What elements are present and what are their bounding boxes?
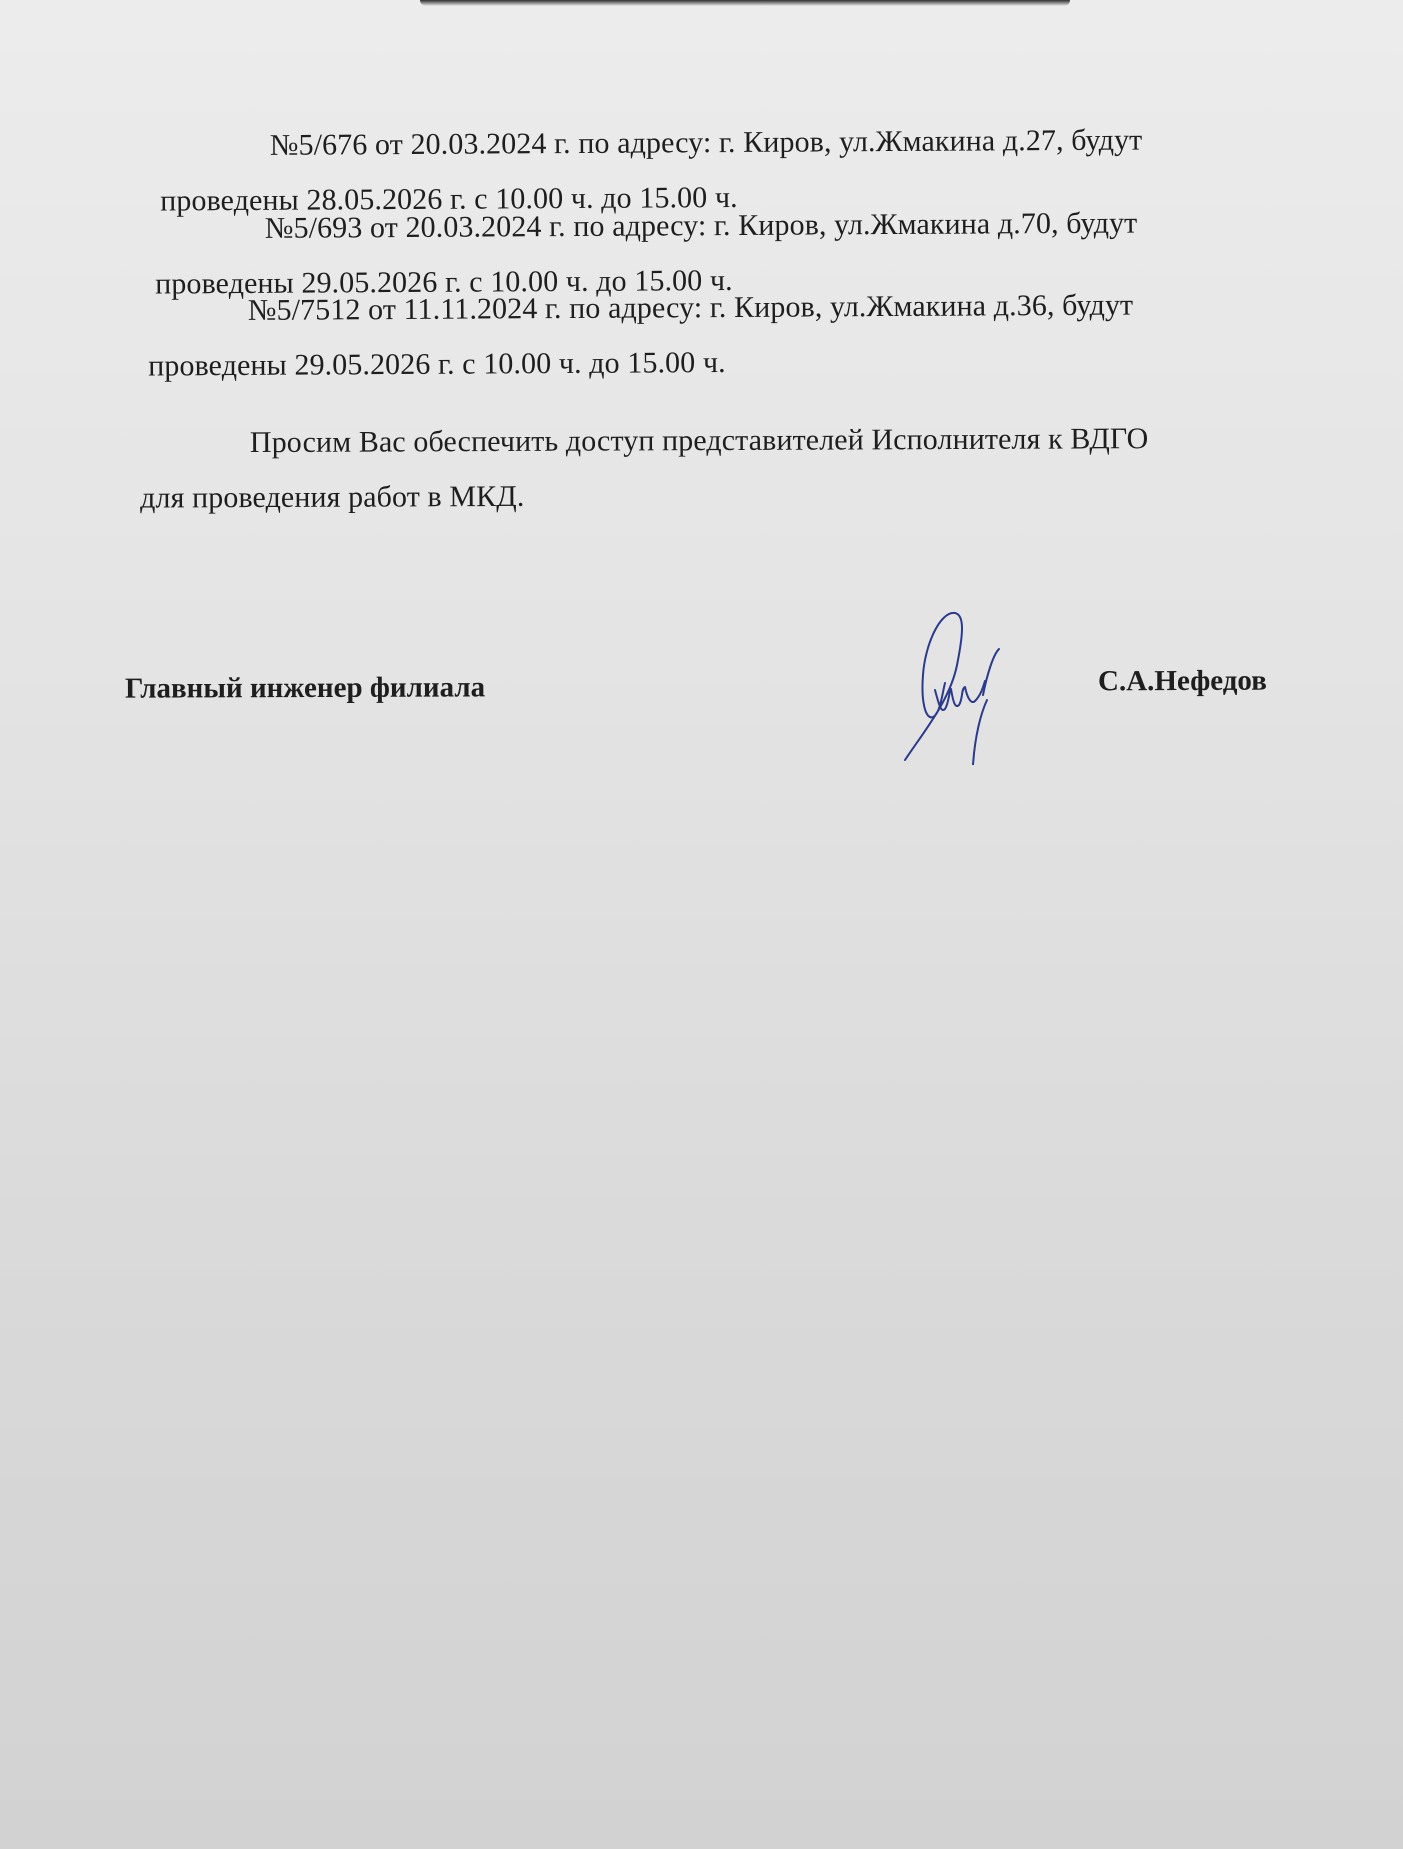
schedule-3-line-2: проведены 29.05.2026 г. с 10.00 ч. до 15.00 ч. [148,346,726,383]
access-request-line-1: Просим Вас обеспечить доступ представителей Исполнителя к ВДГО [249,422,1149,460]
access-request-paragraph [140,410,1305,525]
schedule-2-line-1: №5/693 от 20.03.2024 г. по адресу: г. Киров, ул.Жмакина д.70, будут [264,206,1138,245]
signature-stroke-loop [905,613,962,760]
signer-name: С.А.Нефедов [1097,664,1267,698]
schedule-1-line-1: №5/676 от 20.03.2024 г. по адресу: г. Киров, ул.Жмакина д.27, будут [269,123,1143,162]
handwritten-signature [895,605,1055,765]
access-request-line-2: для проведения работ в МКД. [140,479,525,515]
schedule-paragraph-3 [148,276,1306,393]
schedule-1-line-2: проведены 28.05.2026 г. с 10.00 ч. до 15.00 ч. [160,180,738,218]
schedule-2-line-2: проведены 29.05.2026 г. с 10.00 ч. до 15.00 ч. [155,263,733,301]
schedule-3-line-1: №5/7512 от 11.11.2024 г. по адресу: г. Киров, ул.Жмакина д.36, будут [247,288,1134,327]
signature-stroke-tail [973,649,999,765]
signer-position-title: Главный инженер филиала [124,671,486,705]
